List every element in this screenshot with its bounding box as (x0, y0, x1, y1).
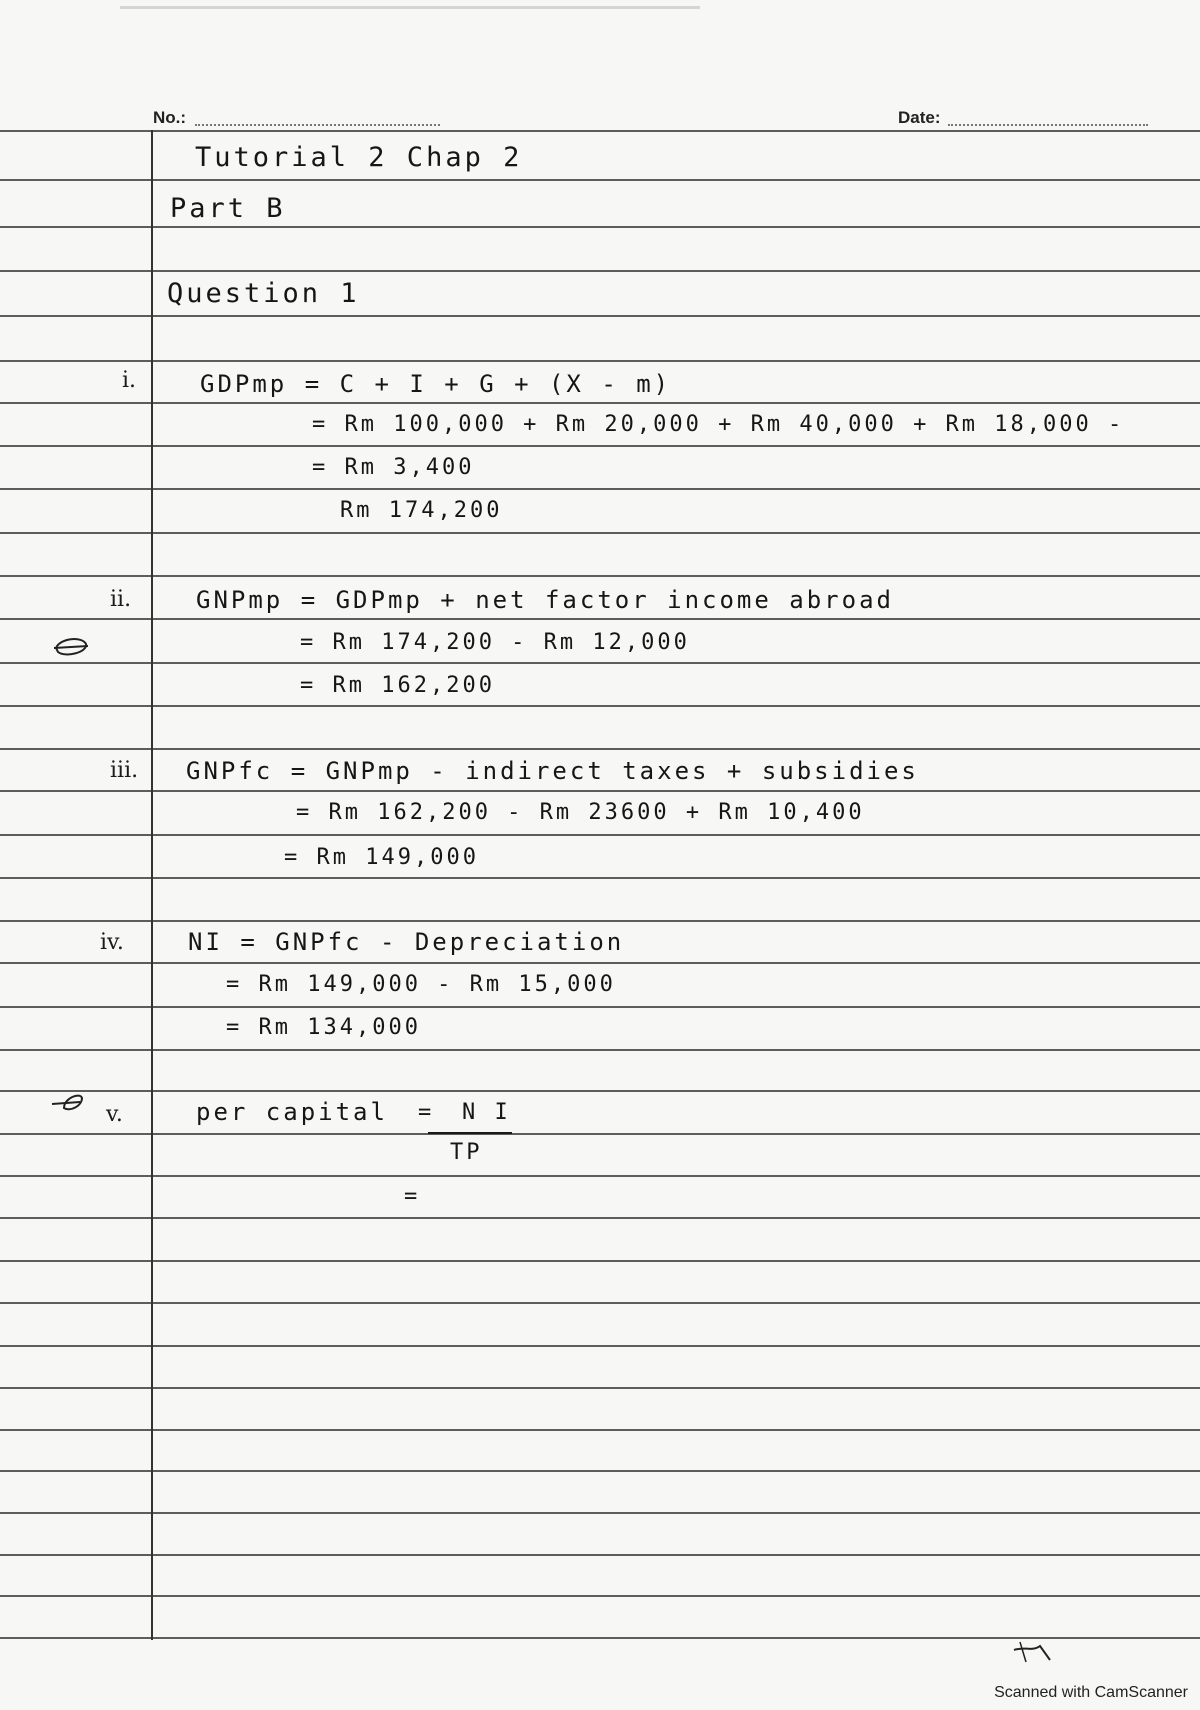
corner-scribble-icon (1010, 1638, 1058, 1668)
part-heading: Part B (170, 193, 286, 224)
section-numeral-iv: iv. (100, 930, 124, 955)
date-label: Date: (898, 108, 941, 127)
gnpfc-result: = Rm 149,000 (284, 845, 479, 870)
pen-doodle-icon (50, 1090, 90, 1116)
question-heading: Question 1 (167, 278, 360, 309)
no-field-dots (195, 124, 440, 126)
gdp-substitution: = Rm 100,000 + Rm 20,000 + Rm 40,000 + Rm 18,000 - (312, 412, 1125, 437)
date-field-dots (948, 124, 1148, 126)
gdp-result: Rm 174,200 (340, 498, 503, 523)
gdp-continued: = Rm 3,400 (312, 455, 475, 480)
gdp-formula: GDPmp = C + I + G + (X - m) (200, 370, 672, 398)
section-numeral-i: i. (122, 368, 137, 393)
fraction-denominator: TP (450, 1140, 483, 1165)
margin-line (151, 130, 153, 1640)
no-label: No.: (153, 108, 187, 127)
gnpfc-formula: GNPfc = GNPmp - indirect taxes + subsidies (186, 757, 919, 785)
ni-result: = Rm 134,000 (226, 1015, 421, 1040)
section-numeral-iii: iii. (110, 758, 139, 783)
scan-edge (120, 6, 700, 9)
section-numeral-v: v. (106, 1102, 123, 1127)
tutorial-title: Tutorial 2 Chap 2 (195, 142, 523, 173)
per-capita-equals: = (418, 1100, 435, 1125)
gnpmp-substitution: = Rm 174,200 - Rm 12,000 (300, 630, 690, 655)
ni-formula: NI = GNPfc - Depreciation (188, 928, 625, 956)
fraction-numerator: N I (462, 1100, 511, 1125)
gnpmp-result: = Rm 162,200 (300, 673, 495, 698)
per-capita-result-equals: = (404, 1184, 421, 1209)
ni-substitution: = Rm 149,000 - Rm 15,000 (226, 972, 616, 997)
per-capita-label: per capital (196, 1098, 388, 1126)
gnpfc-substitution: = Rm 162,200 - Rm 23600 + Rm 10,400 (296, 800, 865, 825)
scanner-watermark: Scanned with CamScanner (994, 1684, 1188, 1701)
gnpmp-formula: GNPmp = GDPmp + net factor income abroad (196, 586, 894, 614)
section-numeral-ii: ii. (110, 587, 132, 612)
fraction-bar (428, 1132, 512, 1134)
pen-doodle-icon (52, 634, 92, 660)
